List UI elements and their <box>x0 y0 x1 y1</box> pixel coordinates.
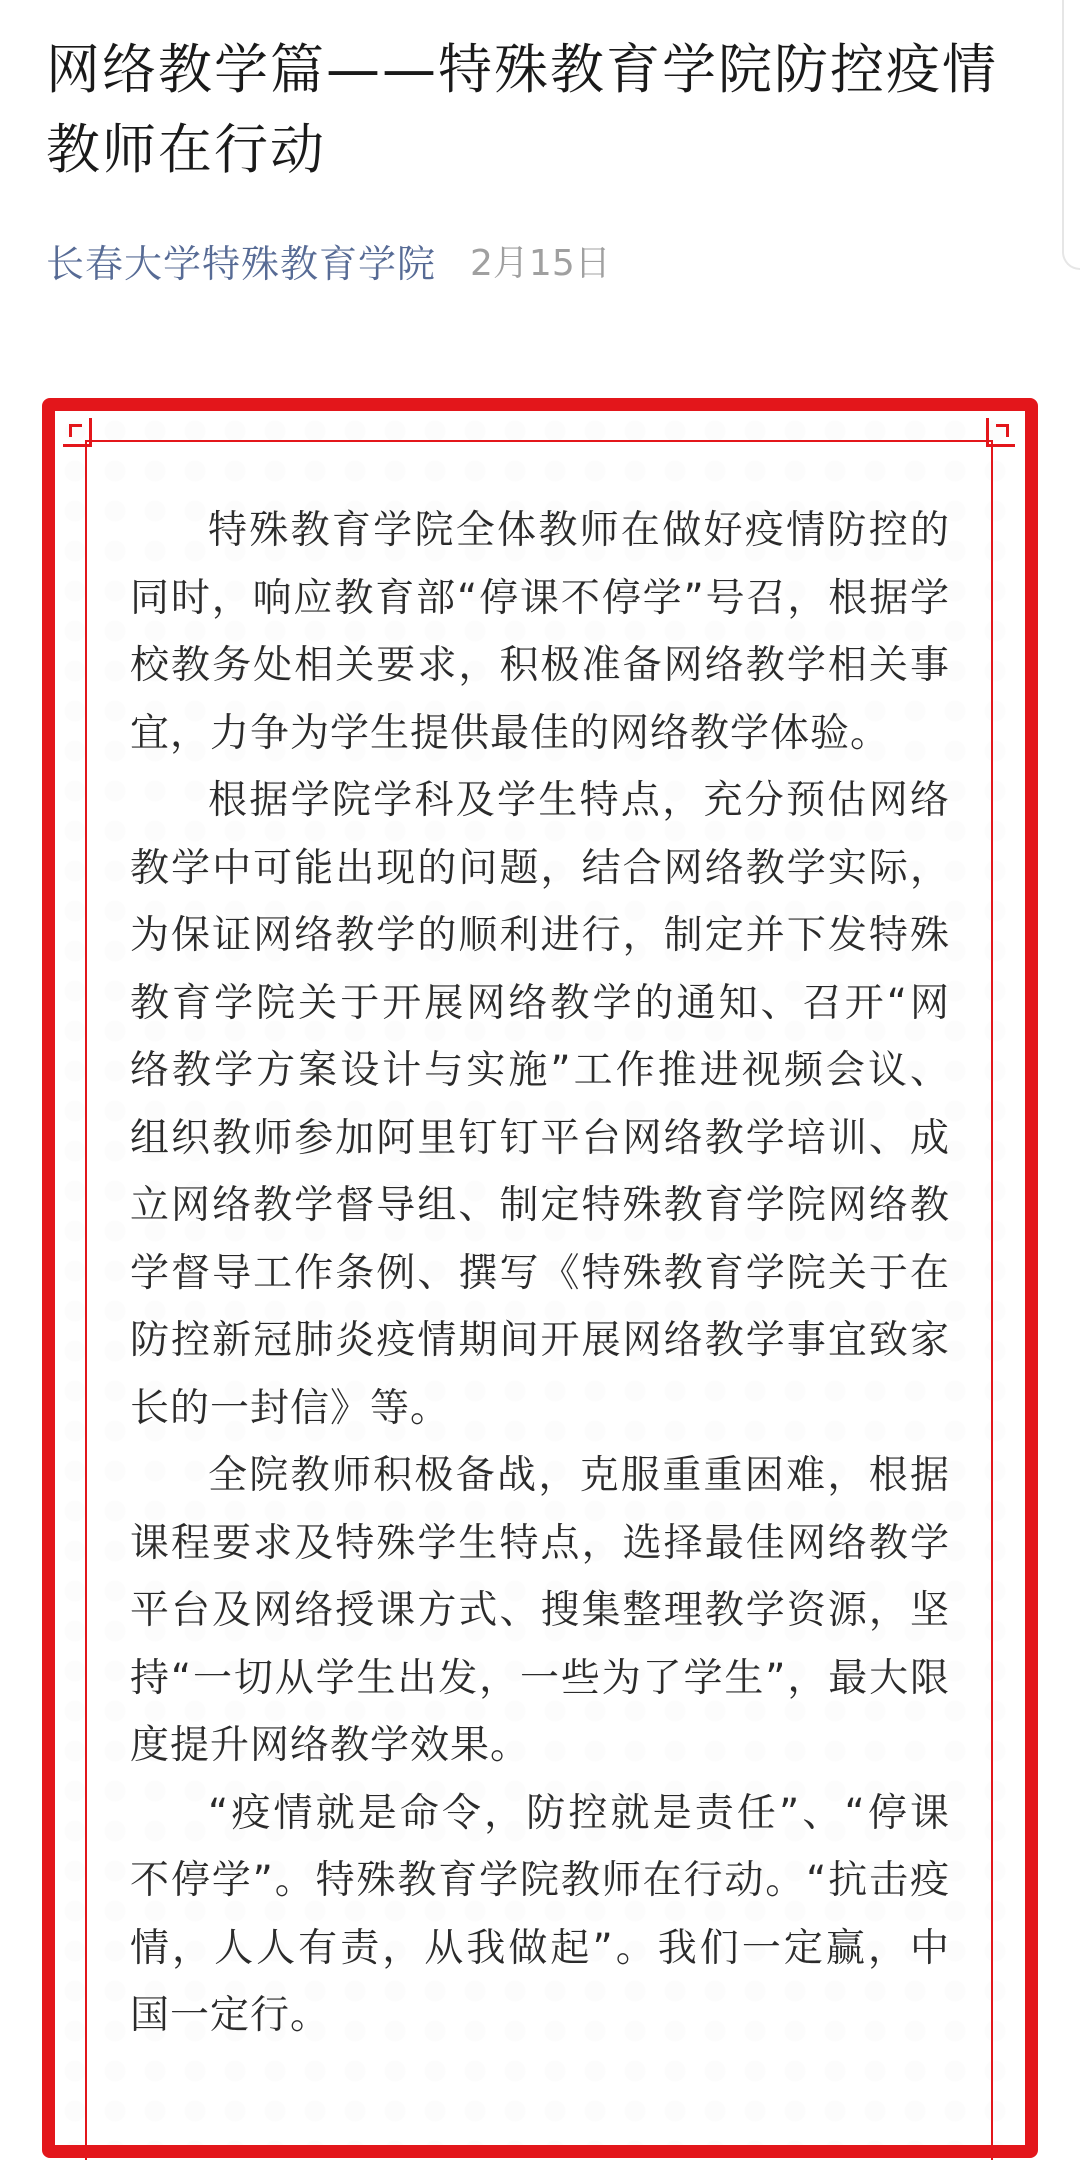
article-body <box>130 497 950 2050</box>
publish-date: 2月15日 <box>470 242 611 284</box>
paragraph: 特殊教育学院全体教师在做好疫情防控的同时，响应教育部“停课不停学”号召，根据学校教务处相关要求，积极准备网络教学相关事宜，力争为学生提供最佳的网络教学体验。 <box>130 508 950 756</box>
paragraph: “疫情就是命令，防控就是责任”、“停课不停学”。特殊教育学院教师在行动。“抗击疫情，人人有责，从我做起”。我们一定赢，中国一定行。 <box>130 1790 950 2038</box>
paragraph: 根据学院学科及学生特点，充分预估网络教学中可能出现的问题，结合网络教学实际，为保证网络教学的顺利进行，制定并下发特殊教育学院关于开展网络教学的通知、召开“网络教学方案设计与实施”工作推进视频会议、组织教师参加阿里钉钉平台网络教学培训、成立网络教学督导组、制定特殊教育学院网络教学督导工作条例、撰写《特殊教育学院关于在防控新冠肺炎疫情期间开展网络教学事宜致家长的一封信》等。 <box>130 778 950 1431</box>
scroll-edge <box>1062 0 1080 270</box>
article-title: 网络教学篇——特殊教育学院防控疫情教师在行动 <box>46 38 998 181</box>
corner-ornament-right <box>986 418 1015 447</box>
author-link[interactable]: 长春大学特殊教育学院 <box>46 241 437 286</box>
article-meta <box>46 230 611 290</box>
paragraph: 全院教师积极备战，克服重重困难，根据课程要求及特殊学生特点，选择最佳网络教学平台及网络授课方式、搜集整理教学资源，坚持“一切从学生出发，一些为了学生”，最大限度提升网络教学效果。 <box>130 1453 950 1768</box>
corner-ornament-left <box>63 418 92 447</box>
